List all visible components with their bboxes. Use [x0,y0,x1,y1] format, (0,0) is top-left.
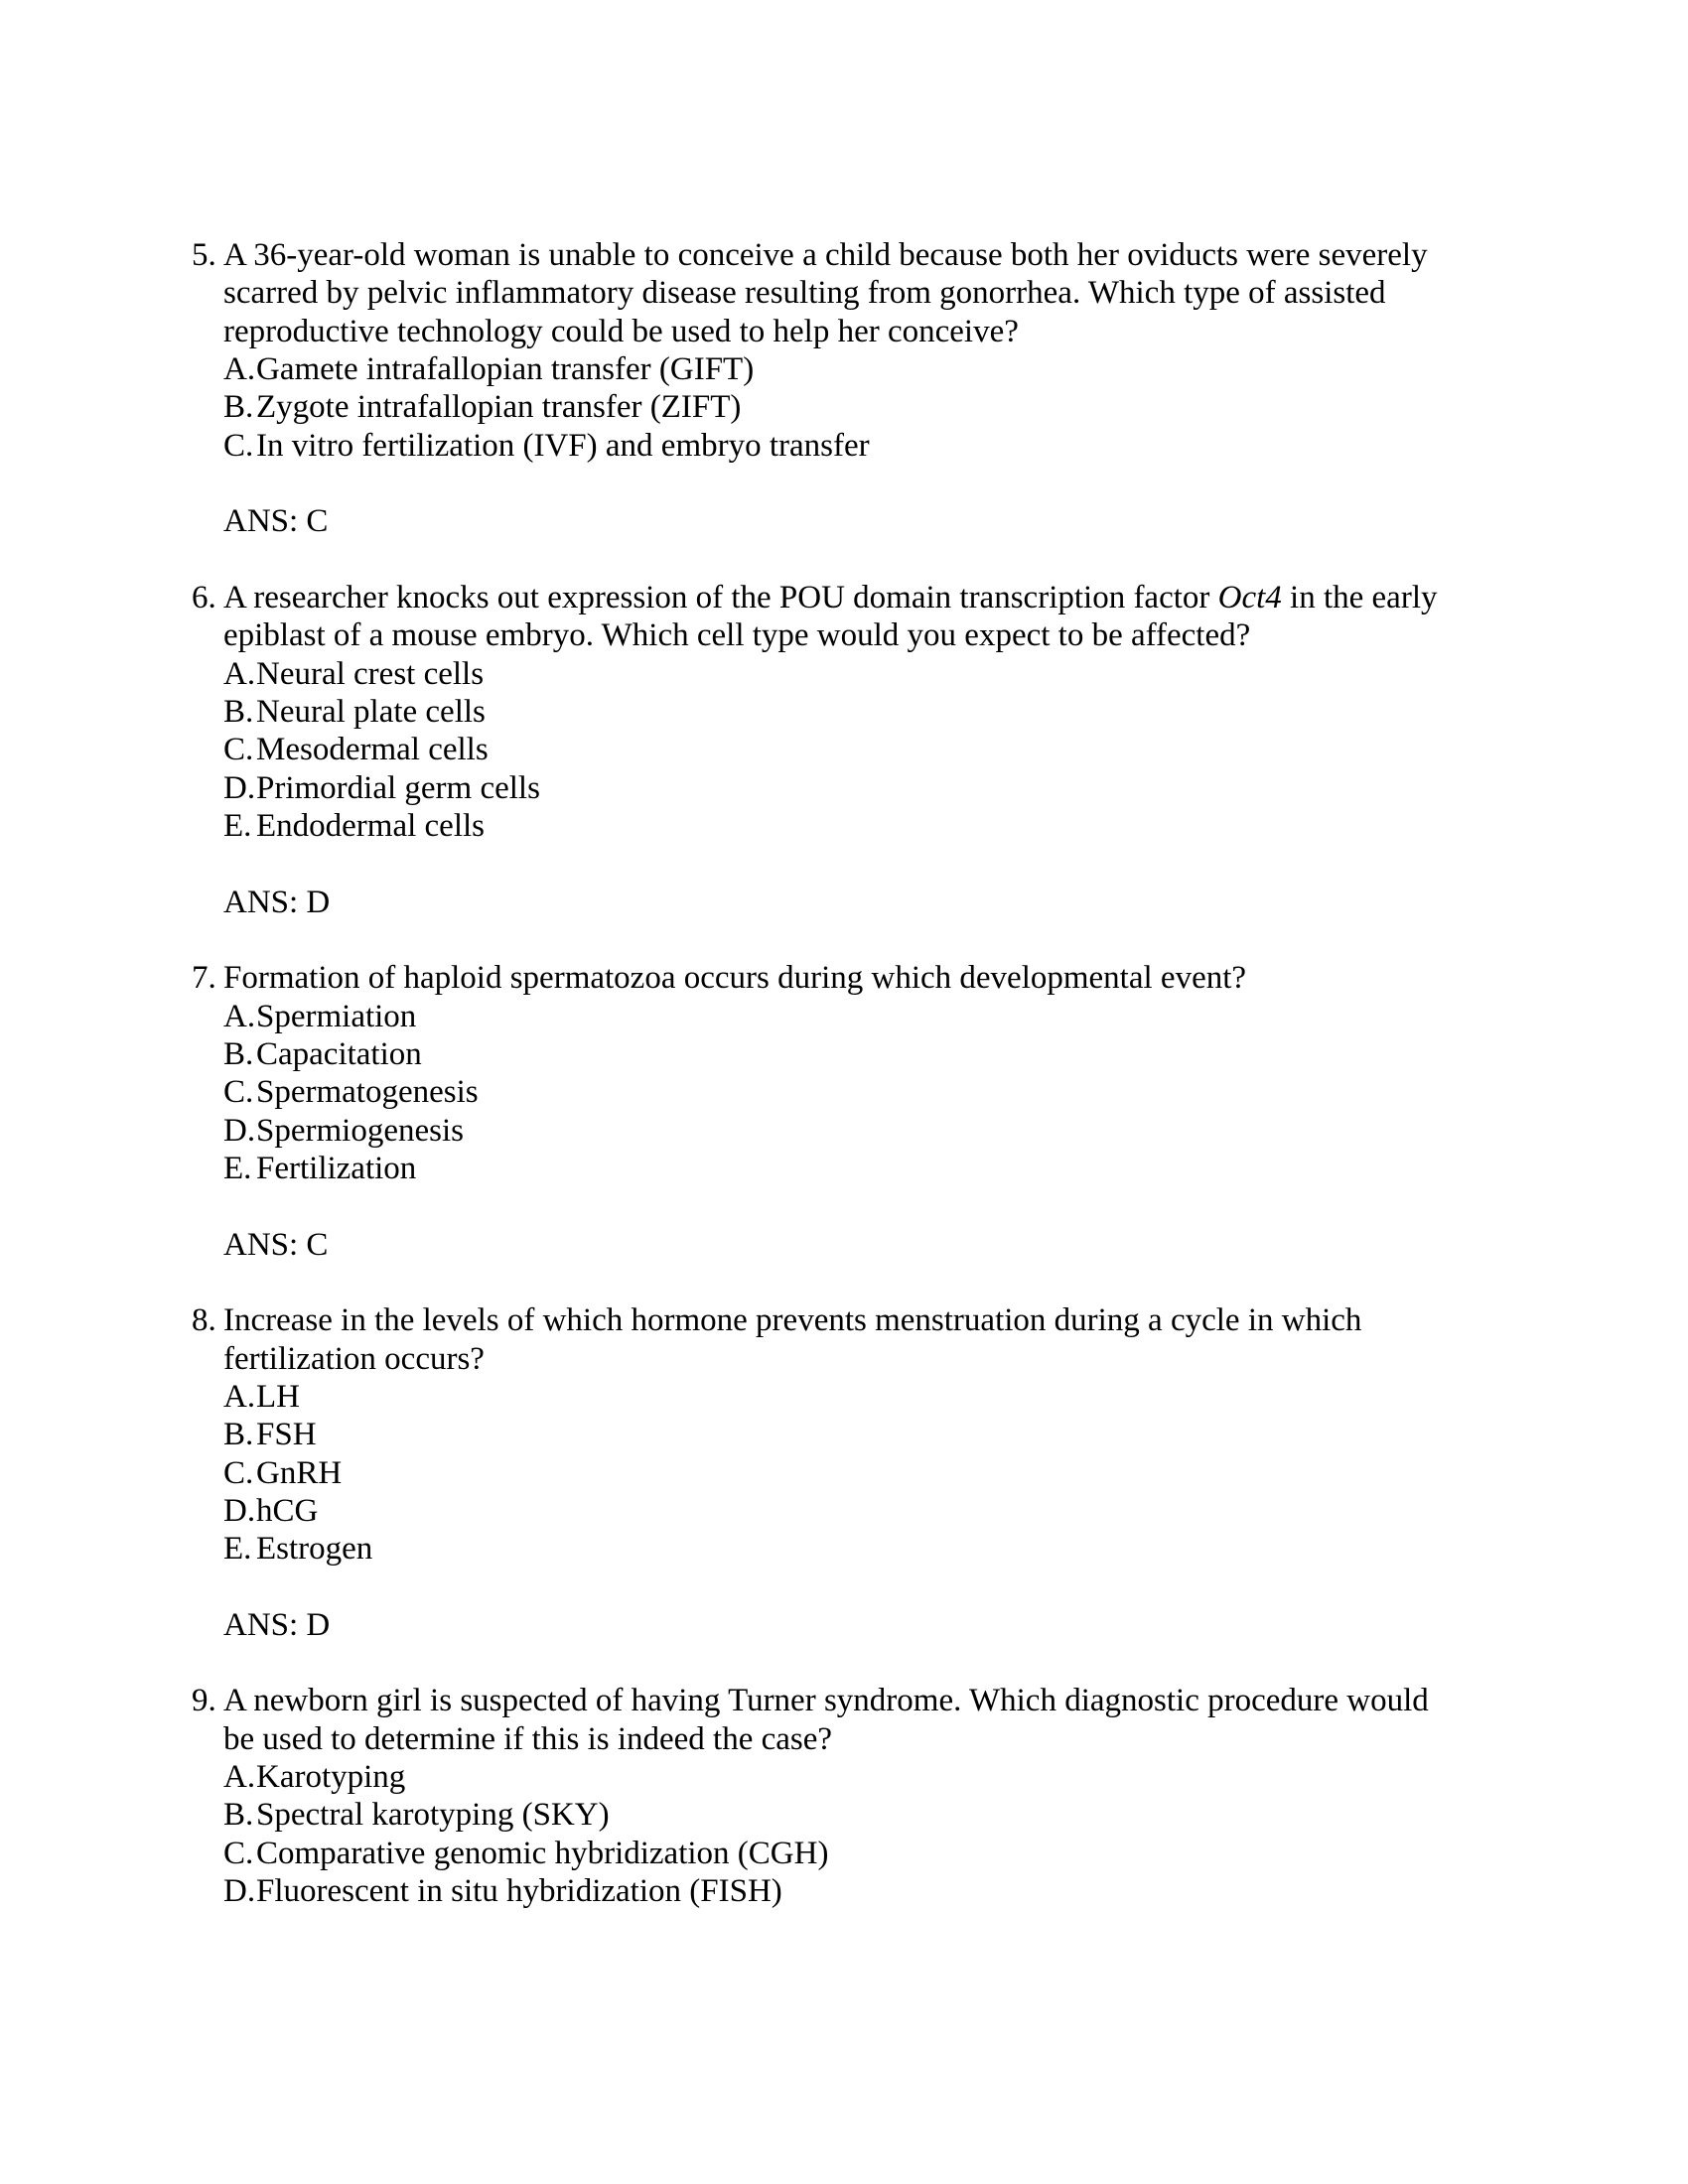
option-letter: C. [223,1454,254,1491]
question-stem: epiblast of a mouse embryo. Which cell type would you expect to be affected? [223,617,1251,654]
option-letter: E. [223,1150,252,1186]
question-stem: A newborn girl is suspected of having Turner syndrome. Which diagnostic procedure would [223,1683,1429,1719]
option [0,1073,1688,1111]
option-letter: A. [223,1759,256,1796]
option-text: Mesodermal cells [256,732,489,768]
option-text: Primordial germ cells [256,769,540,806]
option-text: Neural plate cells [256,693,486,730]
stem-text: A researcher knocks out expression of the POU domain transcription factor [223,579,1218,615]
option-text: FSH [256,1417,317,1453]
option-letter: A. [223,1378,256,1415]
option-letter: B. [223,1417,254,1453]
option [0,1454,1688,1492]
question-number: 6. [192,579,216,615]
option [0,1035,1688,1073]
option-letter: A. [223,350,256,387]
option-letter: B. [223,693,254,730]
option [0,388,1688,426]
option [0,807,1688,845]
question-8 [0,1301,1688,1682]
question-stem [223,579,1437,616]
option-letter: B. [223,389,254,426]
option-text: Fluorescent in situ hybridization (FISH) [256,1873,782,1910]
option-text: In vitro fertilization (IVF) and embryo transfer [256,427,870,464]
option-text: Endodermal cells [256,807,486,844]
option-text: GnRH [256,1454,343,1491]
option-letter: A. [223,998,256,1034]
option-text: Comparative genomic hybridization (CGH) [256,1835,829,1871]
option-letter: C. [223,732,254,768]
question-stem: A 36-year-old woman is unable to conceive a child because both her oviducts were severely [223,237,1428,273]
option-text: Spermiogenesis [256,1112,464,1149]
option [0,1378,1688,1416]
answer: ANS: C [223,1226,329,1263]
option [0,350,1688,388]
option-text: Spermatogenesis [256,1074,479,1111]
option [0,693,1688,731]
question-number: 7. [192,960,216,997]
question-stem: Formation of haploid spermatozoa occurs during which developmental event? [223,960,1247,997]
option-text: Estrogen [256,1531,373,1568]
question-stem: scarred by pelvic inflammatory disease resulting from gonorrhea. Which type of assisted [223,275,1386,312]
option-letter: D. [223,1492,256,1529]
option-text: Gamete intrafallopian transfer (GIFT) [256,350,755,387]
gene-name: Oct4 [1217,579,1282,615]
option-text: hCG [256,1492,319,1529]
option [0,427,1688,465]
option [0,1796,1688,1834]
option-text: Zygote intrafallopian transfer (ZIFT) [256,389,742,426]
stem-text: in the early [1281,579,1438,615]
option-text: Karotyping [256,1759,406,1796]
question-number: 8. [192,1302,216,1339]
answer: ANS: D [223,884,331,920]
question-number: 5. [192,237,216,273]
option [0,1112,1688,1150]
question-9 [0,1682,1688,1910]
option-letter: C. [223,1835,254,1871]
option-text: Spectral karotyping (SKY) [256,1797,610,1834]
option-text: Capacitation [256,1035,422,1072]
option-letter: B. [223,1035,254,1072]
option [0,1416,1688,1453]
option-letter: D. [223,1112,256,1149]
question-number: 9. [192,1683,216,1719]
question-stem: be used to determine if this is indeed the case? [223,1720,833,1757]
option [0,998,1688,1035]
question-7 [0,959,1688,1301]
question-6 [0,579,1688,959]
option [0,655,1688,693]
question-5 [0,236,1688,579]
option-letter: E. [223,1531,252,1568]
document-page [0,236,1688,1910]
option-text: Spermiation [256,998,417,1034]
option-letter: B. [223,1797,254,1834]
option [0,1872,1688,1910]
option [0,1530,1688,1568]
option-letter: C. [223,427,254,464]
question-stem: reproductive technology could be used to help her conceive? [223,313,1019,349]
option-text: Fertilization [256,1150,417,1186]
option-text: LH [256,1378,300,1415]
option-text: Neural crest cells [256,655,485,692]
option [0,769,1688,807]
option-letter: D. [223,1873,256,1910]
option [0,1835,1688,1872]
option-letter: D. [223,769,256,806]
option [0,731,1688,768]
option [0,1492,1688,1530]
question-stem: Increase in the levels of which hormone prevents menstruation during a cycle in which [223,1302,1362,1339]
question-stem: fertilization occurs? [223,1340,485,1377]
option [0,1758,1688,1796]
answer: ANS: C [223,503,329,540]
option-letter: C. [223,1074,254,1111]
option [0,1150,1688,1187]
answer: ANS: D [223,1606,331,1643]
option-letter: E. [223,807,252,844]
option-letter: A. [223,655,256,692]
